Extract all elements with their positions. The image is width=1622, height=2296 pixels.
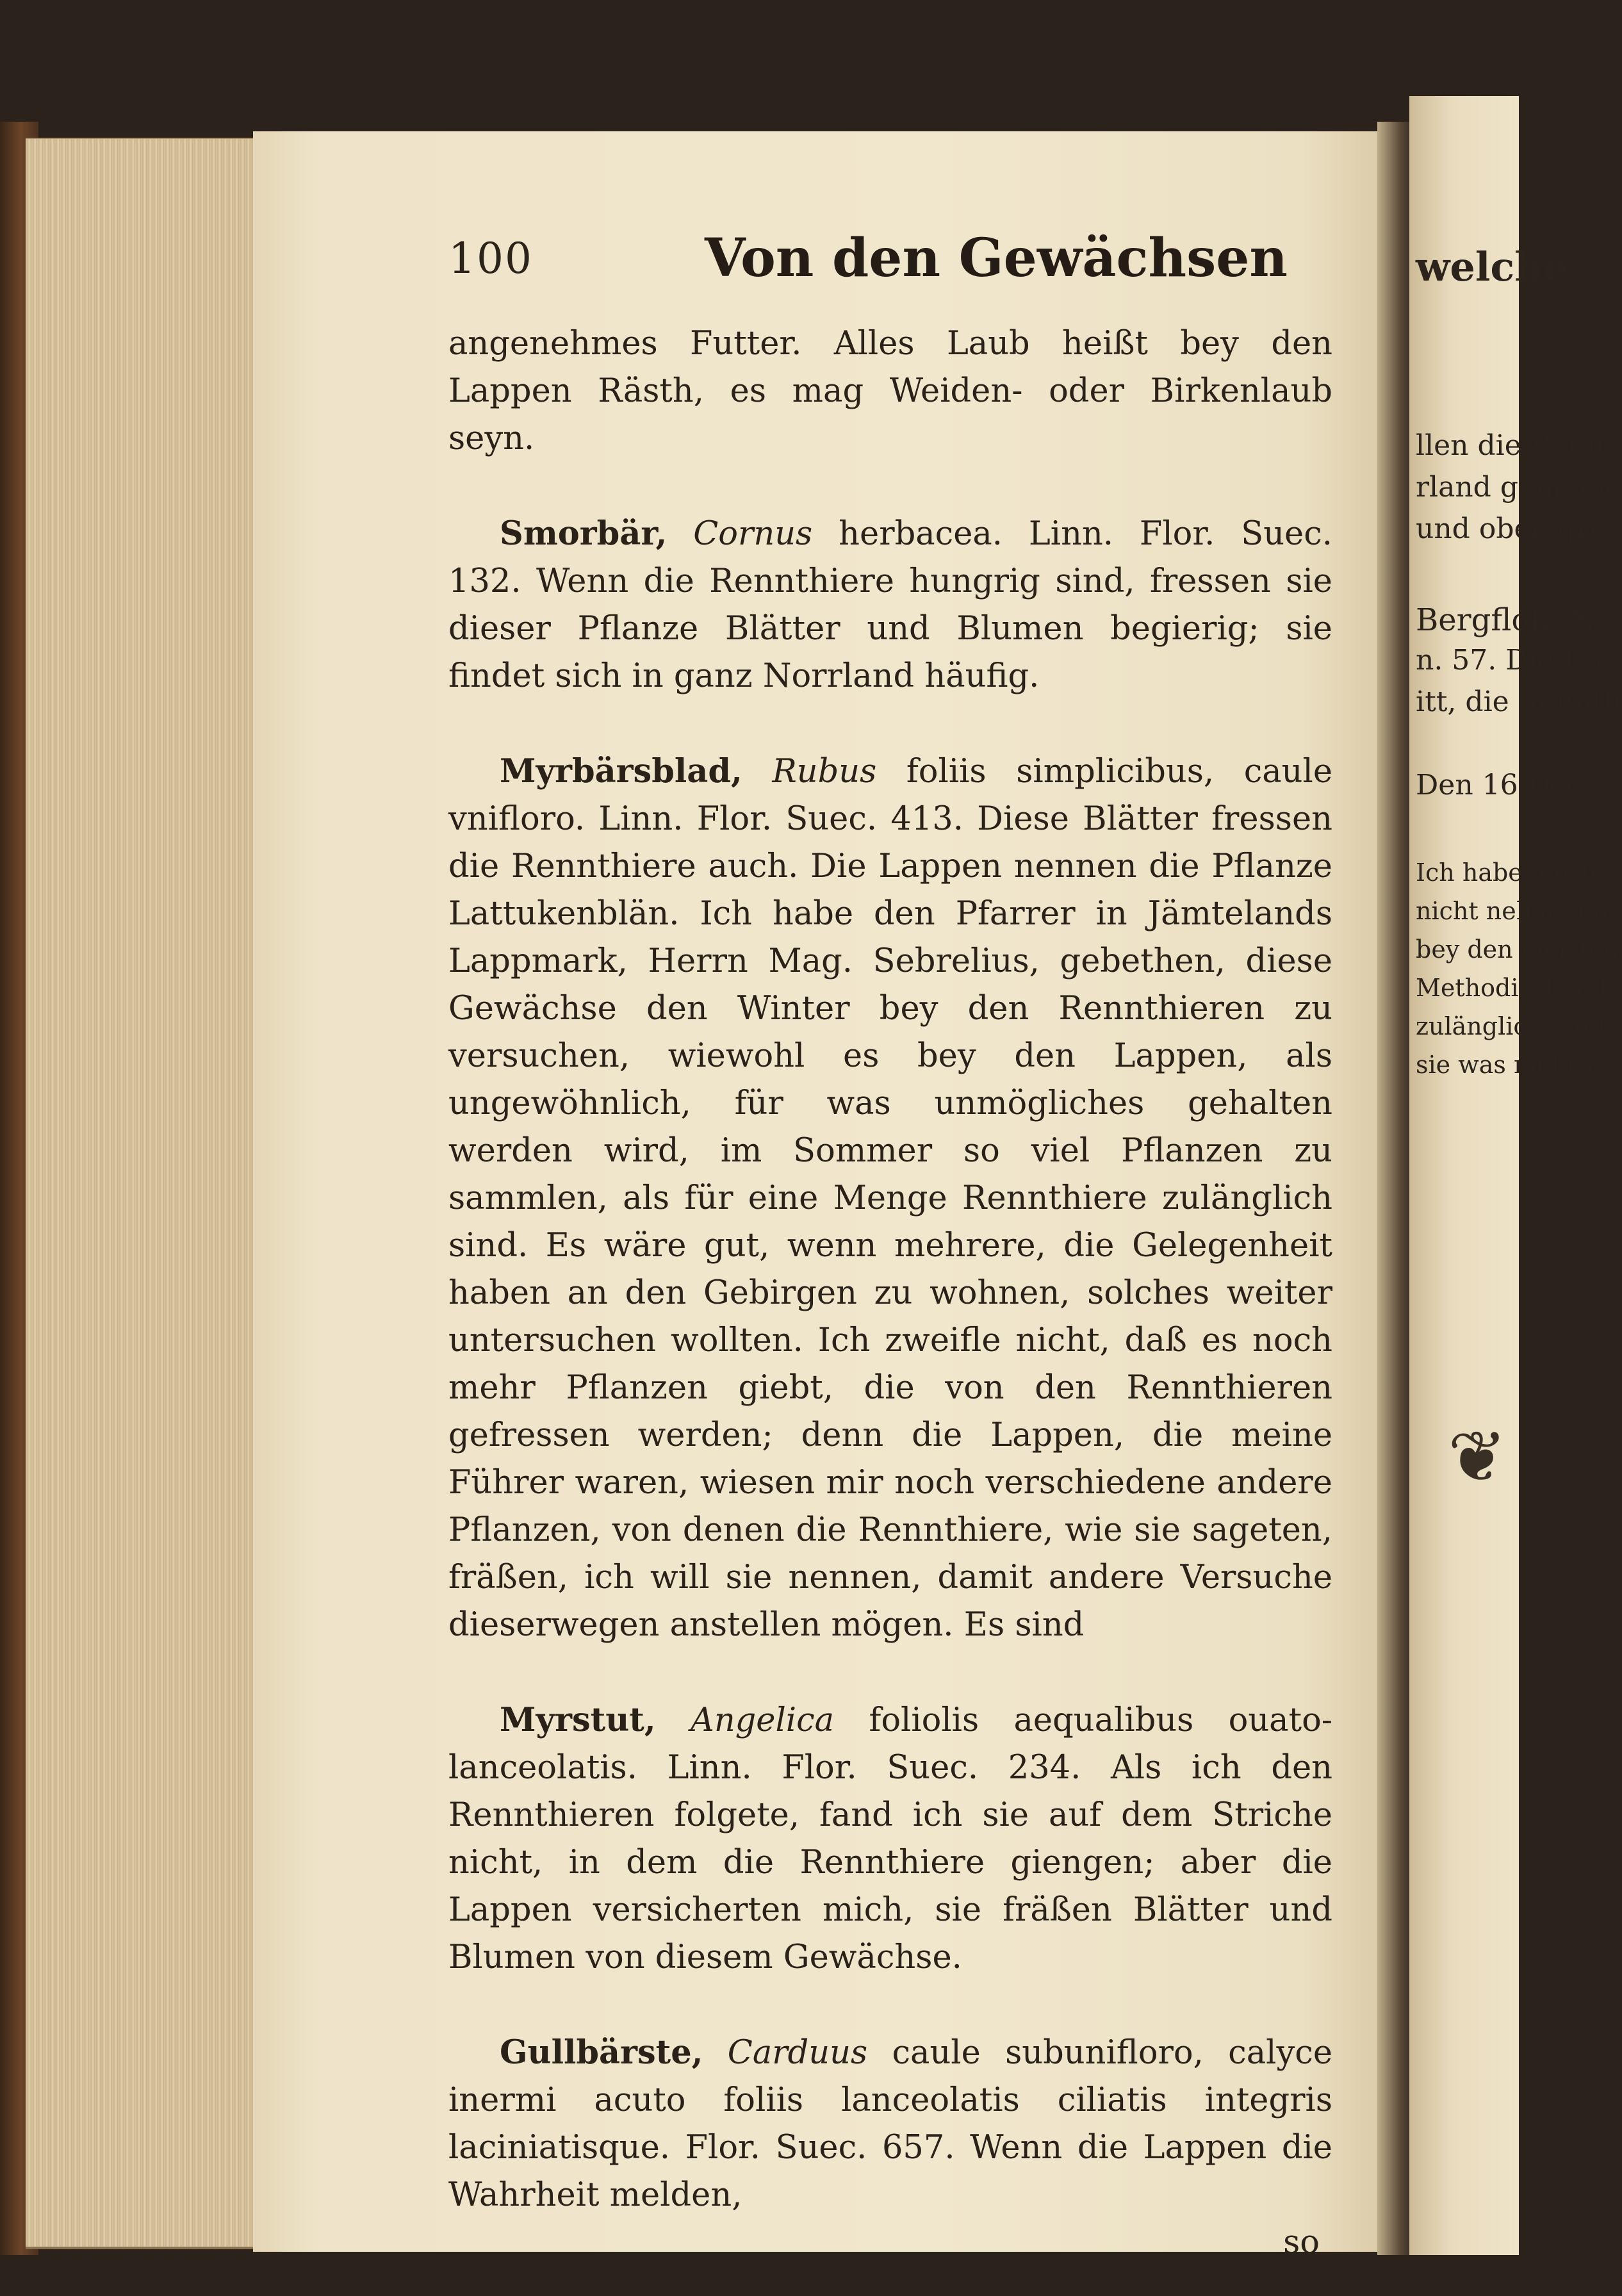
catchword: so bbox=[1283, 2224, 1320, 2261]
entry-paragraph bbox=[448, 1696, 1332, 1981]
entry-latin-name: Carduus bbox=[727, 2034, 868, 2072]
entry-text: foliolis aequalibus ouato-lanceolatis. Linn. Flor. Suec. 234. Als ich den Rennthieren folgete, fand ich sie auf dem Striche nicht, in dem die Rennthiere giengen; aber die Lappen versicherten mich, sie fräßen Blätter und Blumen von diesem Gewächse. bbox=[448, 1702, 1333, 1976]
facing-line: llen die Renn bbox=[1416, 429, 1605, 462]
ornament-icon: ❦ bbox=[1448, 1416, 1507, 1498]
entry-headword: Smorbär, bbox=[500, 514, 668, 553]
entry-latin-name: Angelica bbox=[690, 1702, 835, 1739]
facing-line: Methodischen F bbox=[1416, 974, 1616, 1002]
entry-text: caule subunifloro, calyce inermi acuto foliis lanceolatis ciliatis integris laciniatisque. Flor. Suec. 657. Wenn die Lappen die Wahrheit melden, bbox=[448, 2034, 1333, 2214]
facing-line: und oben grü bbox=[1416, 512, 1608, 545]
page-header bbox=[448, 227, 1332, 298]
entry-paragraph bbox=[448, 748, 1332, 1649]
page-number: 100 bbox=[448, 234, 533, 283]
entry-text: foliis simplicibus, caule vnifloro. Linn. Flor. Suec. 413. Diese Blätter fressen die Rennthiere auch. Die Lappen nennen die Pflanze Lattukenblän. Ich habe den Pfarrer in Jämtelands Lappmark, Herrn Mag. Sebrelius, gebethen, diese Gewächse den Winter bey den Rennthieren zu versuchen, wiewohl es bey den Lappen, als ungewöhnlich, für was unmögliches gehalten werden wird, im Sommer so viel Pflanzen zu sammlen, als für eine Menge Rennthiere zulänglich sind. Es wäre gut, wenn mehrere, die Gelegenheit haben an den Gebirgen zu wohnen, solches weiter untersuchen wollten. Ich zweifle nicht, daß es noch mehr Pflanzen giebt, die von den Rennthieren gefressen werden; denn die Lappen, die meine Führer waren, wiesen mir noch verschiedene andere Pflanzen, von denen die Rennthiere, wie sie sageten, fräßen, ich will sie nennen, damit andere Versuche dieserwegen anstellen mögen. Es sind bbox=[448, 753, 1333, 1644]
facing-line: rland gemeine bbox=[1416, 471, 1622, 504]
page-body bbox=[448, 320, 1332, 2267]
facing-line: nicht nehmen n bbox=[1416, 897, 1609, 925]
page-edges bbox=[26, 138, 263, 2249]
paragraph: angenehmes Futter. Alles Laub heißt bey den Lappen Rästh, es mag Weiden- oder Birkenlaub seyn. bbox=[448, 325, 1332, 457]
facing-line: bey den meisten bbox=[1416, 935, 1619, 964]
entry-headword: Myrbärsblad, bbox=[500, 752, 742, 791]
facing-line: sie was mehr a bbox=[1416, 1051, 1601, 1079]
facing-line: Bergflok, N bbox=[1416, 602, 1595, 638]
entry-latin-name: Rubus bbox=[772, 753, 877, 791]
facing-line: zulänglich, und bbox=[1416, 1012, 1605, 1040]
facing-line: itt, die Rennth bbox=[1416, 685, 1622, 718]
facing-line: Den 16 Dec bbox=[1416, 769, 1582, 801]
facing-line: n. 57. Die La bbox=[1416, 644, 1599, 676]
facing-line: Ich habe mir b bbox=[1416, 858, 1596, 887]
entry-latin-name: Cornus bbox=[693, 515, 813, 553]
facing-line: welche bbox=[1416, 243, 1569, 290]
entry-paragraph bbox=[448, 510, 1332, 700]
entry-headword: Gullbärste, bbox=[500, 2033, 703, 2072]
entry-text: herbacea. Linn. Flor. Suec. 132. Wenn die Rennthiere hungrig sind, fressen sie dieser Pflanze Blätter und Blumen begierig; sie findet sich in ganz Norrland häufig. bbox=[448, 515, 1332, 695]
facing-page bbox=[1409, 96, 1622, 2255]
entry-headword: Myrstut, bbox=[500, 1701, 656, 1739]
running-title: Von den Gewächsen bbox=[705, 227, 1288, 289]
entry-paragraph bbox=[448, 2029, 1332, 2219]
